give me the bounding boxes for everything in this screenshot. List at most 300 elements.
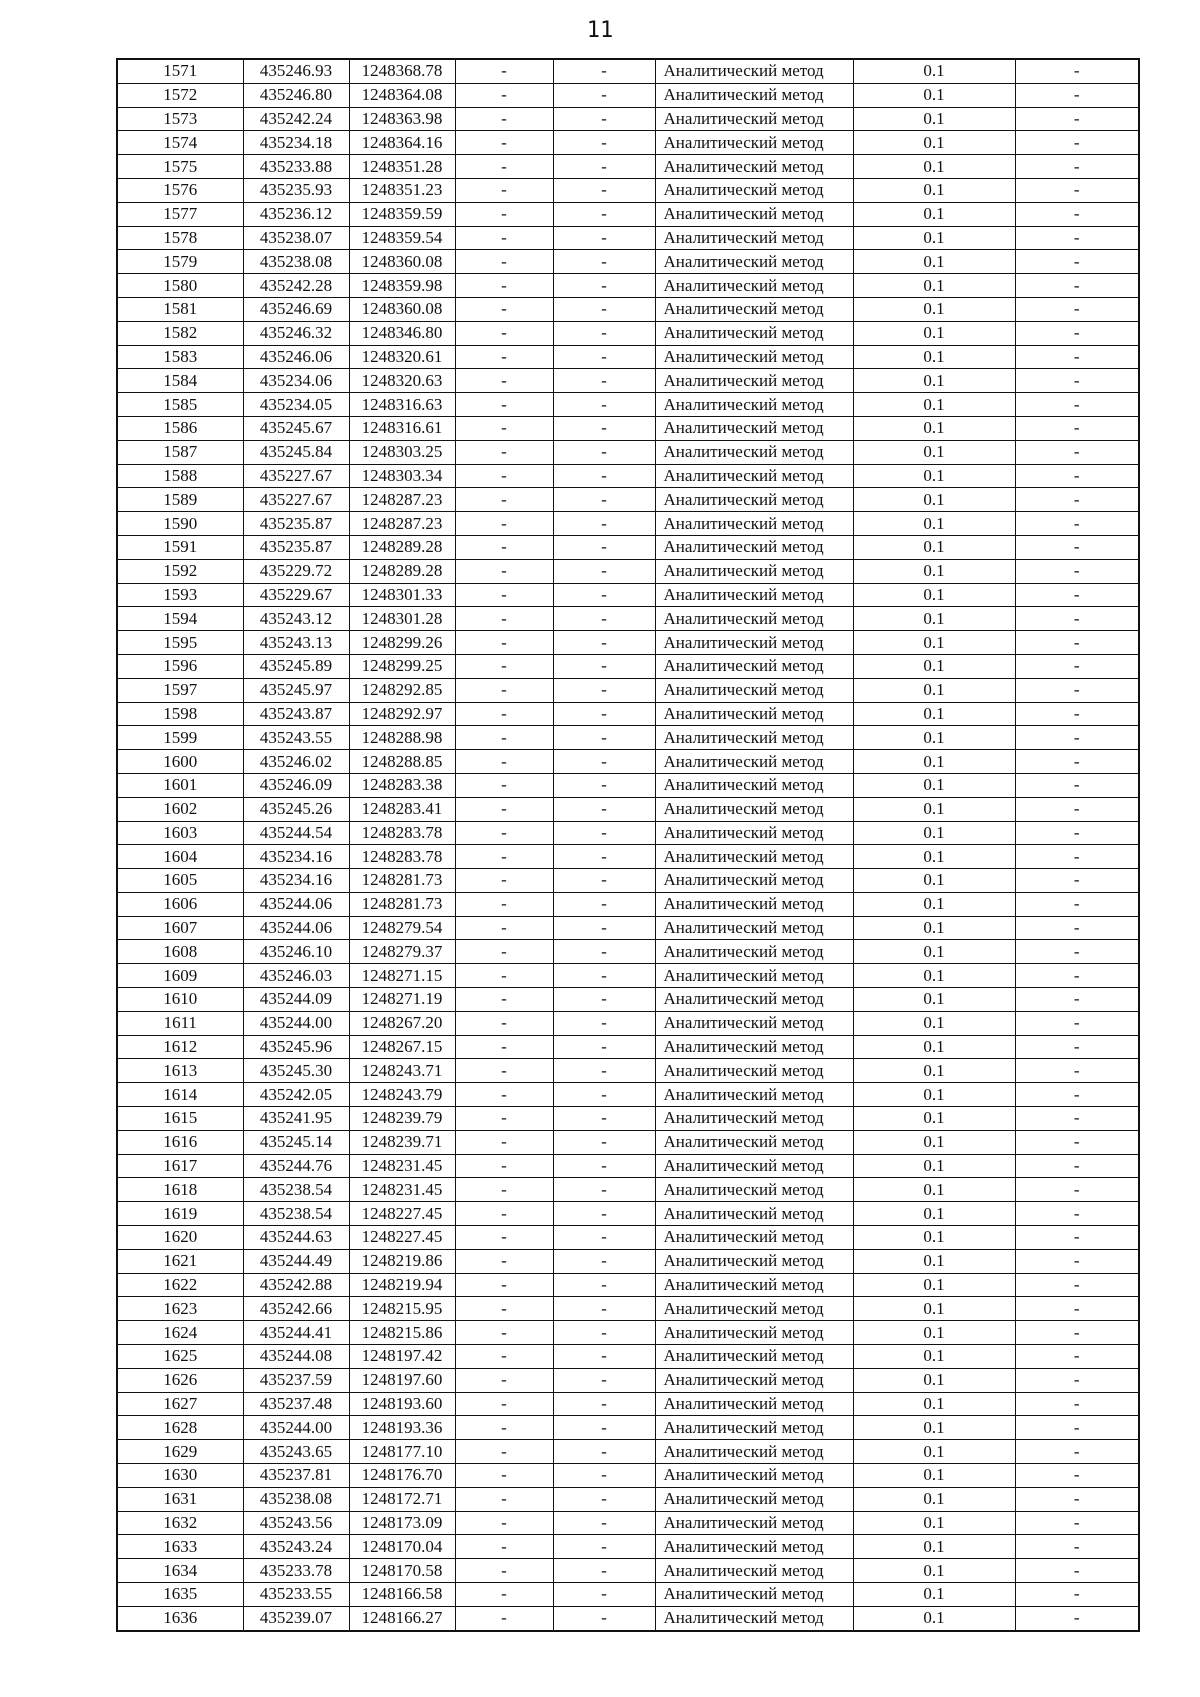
x-coordinate-cell: 435244.76 [243, 1154, 349, 1178]
y-coordinate-cell: 1248283.38 [349, 773, 455, 797]
method-cell: Аналитический метод [655, 59, 853, 83]
empty-cell-1: - [455, 226, 553, 250]
point-number-cell: 1617 [117, 1154, 243, 1178]
point-number-cell: 1609 [117, 964, 243, 988]
point-number-cell: 1624 [117, 1321, 243, 1345]
x-coordinate-cell: 435238.08 [243, 250, 349, 274]
table-row [117, 155, 1139, 179]
y-coordinate-cell: 1248197.42 [349, 1345, 455, 1369]
empty-cell-2: - [553, 1273, 655, 1297]
empty-cell-1: - [455, 107, 553, 131]
empty-cell-3: - [1015, 512, 1139, 536]
y-coordinate-cell: 1248299.26 [349, 631, 455, 655]
x-coordinate-cell: 435243.87 [243, 702, 349, 726]
point-number-cell: 1583 [117, 345, 243, 369]
accuracy-cell: 0.1 [853, 535, 1015, 559]
accuracy-cell: 0.1 [853, 226, 1015, 250]
x-coordinate-cell: 435246.03 [243, 964, 349, 988]
method-cell: Аналитический метод [655, 1440, 853, 1464]
x-coordinate-cell: 435235.93 [243, 178, 349, 202]
table-row [117, 1368, 1139, 1392]
accuracy-cell: 0.1 [853, 1368, 1015, 1392]
empty-cell-2: - [553, 1083, 655, 1107]
table-row [117, 202, 1139, 226]
method-cell: Аналитический метод [655, 964, 853, 988]
method-cell: Аналитический метод [655, 559, 853, 583]
empty-cell-2: - [553, 1440, 655, 1464]
x-coordinate-cell: 435242.05 [243, 1083, 349, 1107]
accuracy-cell: 0.1 [853, 1511, 1015, 1535]
y-coordinate-cell: 1248303.25 [349, 440, 455, 464]
empty-cell-2: - [553, 869, 655, 893]
y-coordinate-cell: 1248166.27 [349, 1606, 455, 1630]
empty-cell-1: - [455, 845, 553, 869]
table-row [117, 321, 1139, 345]
empty-cell-3: - [1015, 393, 1139, 417]
accuracy-cell: 0.1 [853, 1059, 1015, 1083]
x-coordinate-cell: 435245.26 [243, 797, 349, 821]
x-coordinate-cell: 435243.24 [243, 1535, 349, 1559]
point-number-cell: 1589 [117, 488, 243, 512]
point-number-cell: 1604 [117, 845, 243, 869]
empty-cell-3: - [1015, 1559, 1139, 1583]
empty-cell-2: - [553, 1249, 655, 1273]
y-coordinate-cell: 1248271.15 [349, 964, 455, 988]
x-coordinate-cell: 435246.32 [243, 321, 349, 345]
table-row [117, 940, 1139, 964]
point-number-cell: 1585 [117, 393, 243, 417]
y-coordinate-cell: 1248197.60 [349, 1368, 455, 1392]
method-cell: Аналитический метод [655, 1416, 853, 1440]
accuracy-cell: 0.1 [853, 845, 1015, 869]
coordinates-table [116, 58, 1140, 1632]
empty-cell-1: - [455, 202, 553, 226]
table-row [117, 416, 1139, 440]
method-cell: Аналитический метод [655, 1464, 853, 1488]
table-row [117, 1559, 1139, 1583]
x-coordinate-cell: 435241.95 [243, 1107, 349, 1131]
y-coordinate-cell: 1248227.45 [349, 1202, 455, 1226]
empty-cell-1: - [455, 1035, 553, 1059]
point-number-cell: 1578 [117, 226, 243, 250]
empty-cell-1: - [455, 1107, 553, 1131]
empty-cell-2: - [553, 512, 655, 536]
empty-cell-1: - [455, 869, 553, 893]
point-number-cell: 1602 [117, 797, 243, 821]
accuracy-cell: 0.1 [853, 83, 1015, 107]
empty-cell-2: - [553, 202, 655, 226]
empty-cell-1: - [455, 250, 553, 274]
empty-cell-1: - [455, 726, 553, 750]
method-cell: Аналитический метод [655, 631, 853, 655]
point-number-cell: 1623 [117, 1297, 243, 1321]
accuracy-cell: 0.1 [853, 1249, 1015, 1273]
accuracy-cell: 0.1 [853, 1154, 1015, 1178]
y-coordinate-cell: 1248320.61 [349, 345, 455, 369]
x-coordinate-cell: 435229.67 [243, 583, 349, 607]
empty-cell-3: - [1015, 488, 1139, 512]
method-cell: Аналитический метод [655, 1202, 853, 1226]
point-number-cell: 1586 [117, 416, 243, 440]
empty-cell-2: - [553, 131, 655, 155]
accuracy-cell: 0.1 [853, 369, 1015, 393]
x-coordinate-cell: 435246.93 [243, 59, 349, 83]
x-coordinate-cell: 435245.89 [243, 654, 349, 678]
empty-cell-2: - [553, 178, 655, 202]
point-number-cell: 1633 [117, 1535, 243, 1559]
empty-cell-1: - [455, 59, 553, 83]
x-coordinate-cell: 435237.48 [243, 1392, 349, 1416]
x-coordinate-cell: 435245.96 [243, 1035, 349, 1059]
empty-cell-3: - [1015, 131, 1139, 155]
empty-cell-1: - [455, 1345, 553, 1369]
x-coordinate-cell: 435246.02 [243, 750, 349, 774]
accuracy-cell: 0.1 [853, 1130, 1015, 1154]
empty-cell-1: - [455, 1368, 553, 1392]
method-cell: Аналитический метод [655, 797, 853, 821]
table-row [117, 916, 1139, 940]
point-number-cell: 1629 [117, 1440, 243, 1464]
accuracy-cell: 0.1 [853, 892, 1015, 916]
method-cell: Аналитический метод [655, 226, 853, 250]
accuracy-cell: 0.1 [853, 1202, 1015, 1226]
point-number-cell: 1621 [117, 1249, 243, 1273]
accuracy-cell: 0.1 [853, 988, 1015, 1012]
y-coordinate-cell: 1248292.97 [349, 702, 455, 726]
method-cell: Аналитический метод [655, 1559, 853, 1583]
point-number-cell: 1582 [117, 321, 243, 345]
empty-cell-1: - [455, 988, 553, 1012]
table-row [117, 1107, 1139, 1131]
x-coordinate-cell: 435233.55 [243, 1583, 349, 1607]
table-row [117, 535, 1139, 559]
method-cell: Аналитический метод [655, 274, 853, 298]
x-coordinate-cell: 435246.06 [243, 345, 349, 369]
point-number-cell: 1616 [117, 1130, 243, 1154]
accuracy-cell: 0.1 [853, 1226, 1015, 1250]
point-number-cell: 1615 [117, 1107, 243, 1131]
empty-cell-2: - [553, 1487, 655, 1511]
table-row [117, 1273, 1139, 1297]
empty-cell-2: - [553, 155, 655, 179]
empty-cell-3: - [1015, 1226, 1139, 1250]
point-number-cell: 1575 [117, 155, 243, 179]
empty-cell-1: - [455, 1416, 553, 1440]
empty-cell-3: - [1015, 892, 1139, 916]
empty-cell-3: - [1015, 1107, 1139, 1131]
point-number-cell: 1634 [117, 1559, 243, 1583]
point-number-cell: 1631 [117, 1487, 243, 1511]
empty-cell-2: - [553, 416, 655, 440]
empty-cell-2: - [553, 845, 655, 869]
table-row [117, 1416, 1139, 1440]
table-row [117, 1249, 1139, 1273]
empty-cell-3: - [1015, 1511, 1139, 1535]
table-row [117, 821, 1139, 845]
y-coordinate-cell: 1248288.98 [349, 726, 455, 750]
x-coordinate-cell: 435234.16 [243, 869, 349, 893]
table-row [117, 583, 1139, 607]
table-body [117, 59, 1139, 1631]
point-number-cell: 1632 [117, 1511, 243, 1535]
x-coordinate-cell: 435238.54 [243, 1202, 349, 1226]
empty-cell-2: - [553, 1107, 655, 1131]
y-coordinate-cell: 1248267.15 [349, 1035, 455, 1059]
x-coordinate-cell: 435239.07 [243, 1606, 349, 1630]
x-coordinate-cell: 435234.05 [243, 393, 349, 417]
accuracy-cell: 0.1 [853, 1107, 1015, 1131]
empty-cell-1: - [455, 773, 553, 797]
table-row [117, 726, 1139, 750]
empty-cell-2: - [553, 393, 655, 417]
empty-cell-1: - [455, 1464, 553, 1488]
y-coordinate-cell: 1248177.10 [349, 1440, 455, 1464]
accuracy-cell: 0.1 [853, 393, 1015, 417]
empty-cell-2: - [553, 1011, 655, 1035]
method-cell: Аналитический метод [655, 1487, 853, 1511]
x-coordinate-cell: 435229.72 [243, 559, 349, 583]
point-number-cell: 1598 [117, 702, 243, 726]
method-cell: Аналитический метод [655, 488, 853, 512]
y-coordinate-cell: 1248360.08 [349, 250, 455, 274]
x-coordinate-cell: 435243.12 [243, 607, 349, 631]
y-coordinate-cell: 1248287.23 [349, 488, 455, 512]
empty-cell-1: - [455, 559, 553, 583]
method-cell: Аналитический метод [655, 1583, 853, 1607]
empty-cell-3: - [1015, 1035, 1139, 1059]
table-row [117, 678, 1139, 702]
empty-cell-1: - [455, 583, 553, 607]
empty-cell-3: - [1015, 107, 1139, 131]
accuracy-cell: 0.1 [853, 631, 1015, 655]
empty-cell-3: - [1015, 631, 1139, 655]
table-row [117, 1059, 1139, 1083]
method-cell: Аналитический метод [655, 83, 853, 107]
accuracy-cell: 0.1 [853, 131, 1015, 155]
empty-cell-2: - [553, 1321, 655, 1345]
accuracy-cell: 0.1 [853, 702, 1015, 726]
y-coordinate-cell: 1248364.08 [349, 83, 455, 107]
empty-cell-2: - [553, 1416, 655, 1440]
table-row [117, 1487, 1139, 1511]
table-row [117, 845, 1139, 869]
method-cell: Аналитический метод [655, 1130, 853, 1154]
table-row [117, 512, 1139, 536]
y-coordinate-cell: 1248283.78 [349, 845, 455, 869]
y-coordinate-cell: 1248359.59 [349, 202, 455, 226]
empty-cell-2: - [553, 1511, 655, 1535]
method-cell: Аналитический метод [655, 607, 853, 631]
method-cell: Аналитический метод [655, 512, 853, 536]
point-number-cell: 1594 [117, 607, 243, 631]
empty-cell-1: - [455, 440, 553, 464]
table-row [117, 1011, 1139, 1035]
empty-cell-3: - [1015, 607, 1139, 631]
y-coordinate-cell: 1248283.41 [349, 797, 455, 821]
y-coordinate-cell: 1248243.79 [349, 1083, 455, 1107]
point-number-cell: 1599 [117, 726, 243, 750]
point-number-cell: 1595 [117, 631, 243, 655]
method-cell: Аналитический метод [655, 250, 853, 274]
empty-cell-1: - [455, 535, 553, 559]
empty-cell-1: - [455, 1202, 553, 1226]
empty-cell-1: - [455, 892, 553, 916]
y-coordinate-cell: 1248281.73 [349, 892, 455, 916]
empty-cell-1: - [455, 821, 553, 845]
accuracy-cell: 0.1 [853, 1321, 1015, 1345]
empty-cell-2: - [553, 1226, 655, 1250]
accuracy-cell: 0.1 [853, 1440, 1015, 1464]
method-cell: Аналитический метод [655, 297, 853, 321]
method-cell: Аналитический метод [655, 1083, 853, 1107]
empty-cell-3: - [1015, 1464, 1139, 1488]
table-row [117, 1297, 1139, 1321]
y-coordinate-cell: 1248316.61 [349, 416, 455, 440]
method-cell: Аналитический метод [655, 726, 853, 750]
empty-cell-2: - [553, 773, 655, 797]
y-coordinate-cell: 1248287.23 [349, 512, 455, 536]
accuracy-cell: 0.1 [853, 559, 1015, 583]
table-row [117, 1511, 1139, 1535]
empty-cell-1: - [455, 964, 553, 988]
empty-cell-3: - [1015, 773, 1139, 797]
empty-cell-1: - [455, 1606, 553, 1630]
table-row [117, 1464, 1139, 1488]
accuracy-cell: 0.1 [853, 750, 1015, 774]
accuracy-cell: 0.1 [853, 345, 1015, 369]
empty-cell-2: - [553, 440, 655, 464]
accuracy-cell: 0.1 [853, 274, 1015, 298]
table-row [117, 488, 1139, 512]
table-row [117, 1583, 1139, 1607]
accuracy-cell: 0.1 [853, 916, 1015, 940]
method-cell: Аналитический метод [655, 107, 853, 131]
empty-cell-2: - [553, 1178, 655, 1202]
method-cell: Аналитический метод [655, 1321, 853, 1345]
point-number-cell: 1603 [117, 821, 243, 845]
empty-cell-3: - [1015, 1249, 1139, 1273]
empty-cell-3: - [1015, 1202, 1139, 1226]
accuracy-cell: 0.1 [853, 464, 1015, 488]
x-coordinate-cell: 435235.87 [243, 535, 349, 559]
x-coordinate-cell: 435246.80 [243, 83, 349, 107]
empty-cell-2: - [553, 1392, 655, 1416]
method-cell: Аналитический метод [655, 583, 853, 607]
x-coordinate-cell: 435244.49 [243, 1249, 349, 1273]
x-coordinate-cell: 435234.18 [243, 131, 349, 155]
accuracy-cell: 0.1 [853, 940, 1015, 964]
empty-cell-1: - [455, 488, 553, 512]
empty-cell-3: - [1015, 1535, 1139, 1559]
empty-cell-1: - [455, 1154, 553, 1178]
method-cell: Аналитический метод [655, 464, 853, 488]
empty-cell-3: - [1015, 416, 1139, 440]
table-row [117, 1440, 1139, 1464]
empty-cell-2: - [553, 607, 655, 631]
point-number-cell: 1573 [117, 107, 243, 131]
point-number-cell: 1636 [117, 1606, 243, 1630]
method-cell: Аналитический метод [655, 678, 853, 702]
accuracy-cell: 0.1 [853, 821, 1015, 845]
x-coordinate-cell: 435242.66 [243, 1297, 349, 1321]
method-cell: Аналитический метод [655, 1606, 853, 1630]
accuracy-cell: 0.1 [853, 1297, 1015, 1321]
accuracy-cell: 0.1 [853, 250, 1015, 274]
table-row [117, 178, 1139, 202]
point-number-cell: 1630 [117, 1464, 243, 1488]
accuracy-cell: 0.1 [853, 583, 1015, 607]
empty-cell-3: - [1015, 845, 1139, 869]
x-coordinate-cell: 435237.59 [243, 1368, 349, 1392]
empty-cell-1: - [455, 512, 553, 536]
point-number-cell: 1576 [117, 178, 243, 202]
empty-cell-3: - [1015, 83, 1139, 107]
empty-cell-3: - [1015, 202, 1139, 226]
y-coordinate-cell: 1248346.80 [349, 321, 455, 345]
accuracy-cell: 0.1 [853, 488, 1015, 512]
x-coordinate-cell: 435244.00 [243, 1416, 349, 1440]
point-number-cell: 1574 [117, 131, 243, 155]
table-row [117, 892, 1139, 916]
point-number-cell: 1610 [117, 988, 243, 1012]
empty-cell-3: - [1015, 1368, 1139, 1392]
method-cell: Аналитический метод [655, 821, 853, 845]
accuracy-cell: 0.1 [853, 1011, 1015, 1035]
accuracy-cell: 0.1 [853, 202, 1015, 226]
accuracy-cell: 0.1 [853, 1487, 1015, 1511]
empty-cell-1: - [455, 1559, 553, 1583]
empty-cell-3: - [1015, 345, 1139, 369]
empty-cell-1: - [455, 1487, 553, 1511]
x-coordinate-cell: 435227.67 [243, 464, 349, 488]
empty-cell-2: - [553, 1297, 655, 1321]
x-coordinate-cell: 435246.10 [243, 940, 349, 964]
empty-cell-3: - [1015, 1583, 1139, 1607]
x-coordinate-cell: 435234.16 [243, 845, 349, 869]
empty-cell-2: - [553, 797, 655, 821]
table-row [117, 369, 1139, 393]
table-row [117, 869, 1139, 893]
accuracy-cell: 0.1 [853, 416, 1015, 440]
empty-cell-2: - [553, 1559, 655, 1583]
y-coordinate-cell: 1248301.33 [349, 583, 455, 607]
y-coordinate-cell: 1248359.54 [349, 226, 455, 250]
empty-cell-3: - [1015, 940, 1139, 964]
point-number-cell: 1571 [117, 59, 243, 83]
x-coordinate-cell: 435242.28 [243, 274, 349, 298]
y-coordinate-cell: 1248316.63 [349, 393, 455, 417]
table-row [117, 750, 1139, 774]
accuracy-cell: 0.1 [853, 297, 1015, 321]
empty-cell-3: - [1015, 1297, 1139, 1321]
empty-cell-2: - [553, 1154, 655, 1178]
accuracy-cell: 0.1 [853, 1535, 1015, 1559]
method-cell: Аналитический метод [655, 440, 853, 464]
x-coordinate-cell: 435227.67 [243, 488, 349, 512]
empty-cell-3: - [1015, 559, 1139, 583]
empty-cell-3: - [1015, 1011, 1139, 1035]
x-coordinate-cell: 435237.81 [243, 1464, 349, 1488]
empty-cell-2: - [553, 1464, 655, 1488]
y-coordinate-cell: 1248231.45 [349, 1178, 455, 1202]
y-coordinate-cell: 1248283.78 [349, 821, 455, 845]
point-number-cell: 1590 [117, 512, 243, 536]
accuracy-cell: 0.1 [853, 1035, 1015, 1059]
y-coordinate-cell: 1248170.04 [349, 1535, 455, 1559]
table-row [117, 1035, 1139, 1059]
empty-cell-1: - [455, 345, 553, 369]
empty-cell-1: - [455, 297, 553, 321]
